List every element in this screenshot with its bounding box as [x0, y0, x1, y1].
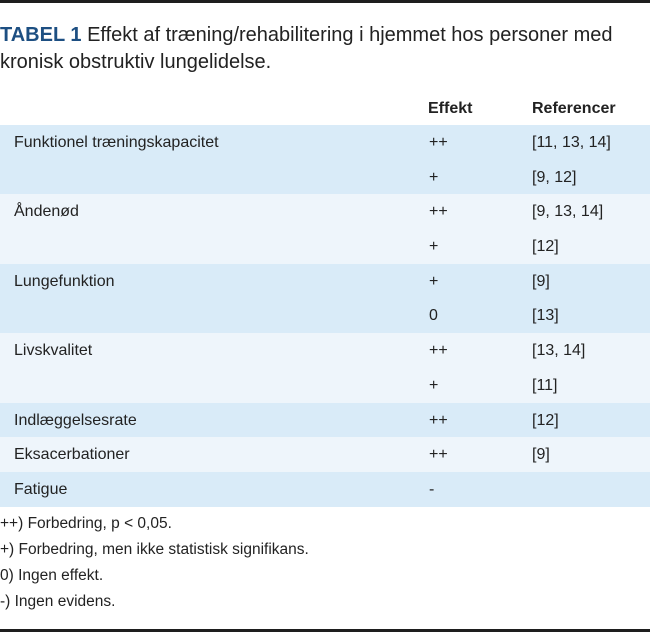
references-cell: [11] [532, 376, 558, 394]
effect-cell: ++ [429, 342, 448, 360]
references-cell: [9, 13, 14] [532, 203, 604, 221]
table-header [0, 97, 650, 125]
table-row [0, 229, 650, 264]
footnote: -) Ingen evidens. [0, 593, 116, 610]
references-cell: [11, 13, 14] [532, 134, 611, 151]
table-footnotes [0, 511, 309, 615]
top-rule [0, 0, 650, 3]
footnote: ++) Forbedring, p < 0,05. [0, 515, 172, 532]
table-title: Effekt af træning/rehabilitering i hjemmet hos personer med kronisk obstruktiv lungelidelse. [0, 24, 613, 73]
table-row [0, 437, 650, 472]
effect-cell: ++ [429, 411, 448, 429]
outcome-cell: Indlæggelsesrate [14, 411, 137, 429]
outcome-cell: Eksacerbationer [14, 446, 130, 464]
references-cell: [12] [532, 238, 559, 256]
effect-cell: + [429, 376, 439, 394]
table-row [0, 125, 650, 160]
table-row [0, 368, 650, 403]
outcome-cell: Livskvalitet [14, 342, 93, 360]
table-label: TABEL 1 [0, 24, 82, 46]
table-row [0, 333, 650, 368]
table-row [0, 403, 650, 438]
table-caption [0, 22, 640, 76]
effect-cell: ++ [429, 446, 448, 464]
references-cell: [12] [532, 411, 559, 429]
effect-cell: + [429, 238, 439, 256]
references-cell: [13] [532, 307, 559, 325]
footnote: +) Forbedring, men ikke statistisk signifikans. [0, 541, 309, 558]
table-row [0, 472, 650, 507]
outcome-cell: Åndenød [14, 203, 79, 221]
effect-cell: ++ [429, 134, 448, 151]
table-body [0, 125, 650, 507]
header-effect: Effekt [428, 100, 473, 117]
references-cell: [13, 14] [532, 342, 586, 360]
outcome-cell: Funktionel træningskapacitet [14, 134, 219, 151]
references-cell: [9, 12] [532, 168, 577, 186]
references-cell: [9] [532, 272, 550, 290]
references-cell: [9] [532, 446, 550, 464]
header-references: Referencer [532, 100, 616, 117]
outcome-cell: Lungefunktion [14, 272, 115, 290]
footnote: 0) Ingen effekt. [0, 567, 104, 584]
outcome-cell: Fatigue [14, 480, 68, 498]
effect-cell: ++ [429, 203, 448, 221]
table-row [0, 194, 650, 229]
effect-cell: - [429, 480, 435, 498]
effect-cell: + [429, 168, 439, 186]
table-row [0, 160, 650, 195]
table-row [0, 298, 650, 333]
effect-cell: 0 [429, 307, 438, 325]
table-row [0, 264, 650, 299]
effect-cell: + [429, 272, 439, 290]
